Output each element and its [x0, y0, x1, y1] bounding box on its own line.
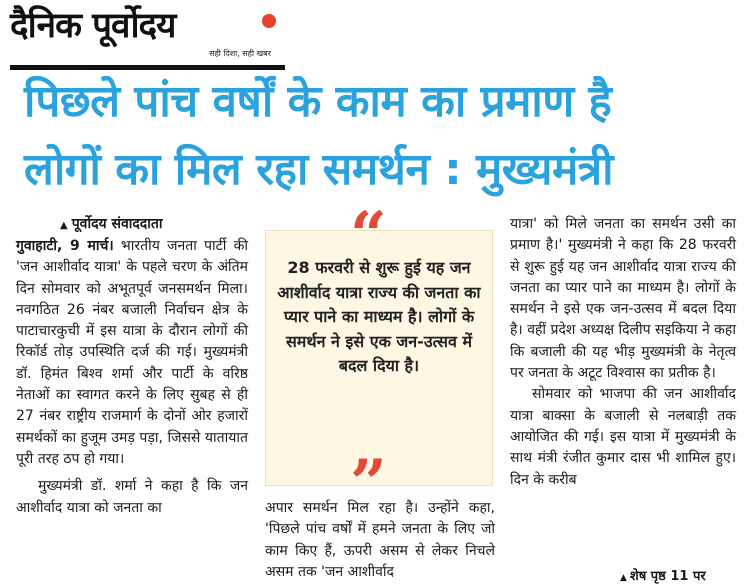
masthead [10, 4, 285, 70]
masthead-logo-icon [262, 14, 276, 28]
column-2-text: अपार समर्थन मिल रहा है। उन्होंने कहा, 'पिछले पांच वर्षों में हमने जनता के लिए जो काम किए हैं, ऊपरी असम से लेकर निचले असम तक 'जन आशीर्वाद [265, 500, 495, 580]
column-3-paragraph-2: सोमवार को भाजपा की जन आशीर्वाद यात्रा बाक्सा के बजाली से नलबाड़ी तक आयोजित की गई। इस यात्रा में मुख्यमंत्री के साथ मंत्री रंजीत कुमार दास भी शामिल हुए। दिन के करीब [510, 386, 736, 488]
triangle-icon: ▲ [60, 220, 68, 231]
column-1-text-1: भारतीय जनता पार्टी की 'जन आशीर्वाद यात्रा' के पहले चरण के अंतिम दिन सोमवार को अभूतपूर्व जनसमर्थन मिला। नवगठित 26 नंबर बजाली निर्वाचन क्षेत्र के पाटाचारकुची में इस यात्रा के दौरान लोगों की रिकॉर्ड तोड़ उपस्थिति दर्ज की गई। मुख्यमंत्री डॉ. हिमंत बिश्व शर्मा और पार्टी के वरिष्ठ नेताओं का स्वागत करने के लिए सुबह से ही 27 नंबर राष्ट्रीय राजमार्ग के दोनों ओर हजारों समर्थकों का हुजूम उमड़ पड़ा, जिससे यातायात पूरी तरह ठप हो गया। [16, 238, 248, 467]
article-column-3 [510, 214, 736, 491]
byline [60, 214, 162, 233]
triangle-icon: ▲ [620, 573, 627, 583]
open-quote-icon: “ [350, 198, 387, 273]
headline-line-1: पिछले पांच वर्षों के काम का प्रमाण है [24, 76, 612, 127]
masthead-tagline: सही दिशा, सही खबर [209, 49, 271, 58]
continued-note [620, 566, 706, 584]
column-1-paragraph-1 [16, 236, 248, 470]
article-column-1 [16, 236, 248, 519]
headline-line-2: लोगों का मिल रहा समर्थन : मुख्यमंत्री [24, 144, 614, 195]
close-quote-icon: ” [350, 446, 387, 521]
column-1-paragraph-2: मुख्यमंत्री डॉ. शर्मा ने कहा है कि जन आशीर्वाद यात्रा को जनता का [16, 478, 248, 516]
dateline: गुवाहाटी, 9 मार्च। [16, 238, 114, 254]
continued-text: शेष पृष्ठ 11 पर [629, 569, 706, 584]
article-column-2 [265, 498, 495, 583]
column-3-paragraph-1: यात्रा' को मिले जनता का समर्थन उसी का प्रमाण है।' मुख्यमंत्री ने कहा कि 28 फरवरी से शुरू हुई यह जन आशीर्वाद यात्रा राज्य की जनता का प्यार पाने का माध्यम है। लोगों के समर्थन ने इसे एक जन-उत्सव में बदल दिया है। वहीं प्रदेश अध्यक्ष दिलीप सइकिया ने कहा कि बजाली की यह भीड़ मुख्यमंत्री के नेतृत्व पर जनता के अटूट विश्वास का प्रतीक है। [510, 216, 736, 382]
masthead-rule [10, 65, 285, 70]
masthead-title: दैनिक पूर्वोदय [10, 6, 176, 46]
byline-text: पूर्वोदय संवाददाता [71, 216, 163, 232]
pullquote-text: 28 फरवरी से शुरू हुई यह जन आशीर्वाद यात्रा राज्य की जनता का प्यार पाने का माध्यम है। लोगों के समर्थन ने इसे एक जन-उत्सव में बदल दिया है। [277, 258, 481, 375]
